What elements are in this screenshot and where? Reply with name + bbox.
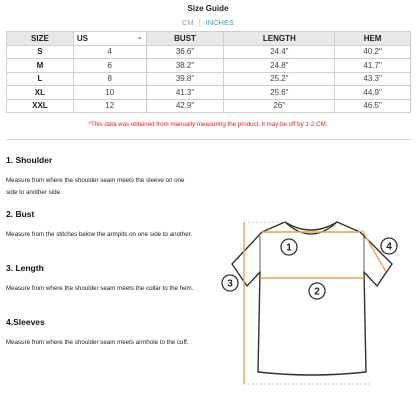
table-row: [7, 45, 411, 59]
table-row: [7, 99, 411, 113]
shoulder-description: Measure from where the shoulder seam meets the sleeve on one side to another side.: [6, 177, 185, 196]
unit-cm-button[interactable]: CM: [182, 18, 194, 27]
hem-cell: 46.5": [335, 99, 411, 113]
table-row: [7, 86, 411, 100]
length-cell: 26": [224, 99, 335, 113]
table-row: [7, 59, 411, 73]
us-cell: 6: [73, 59, 146, 73]
marker-4: [381, 238, 397, 254]
size-cell: L: [7, 72, 74, 86]
hem-cell: 40.2": [335, 45, 411, 59]
size-cell: XXL: [7, 99, 74, 113]
bust-description: Measure from the stitches below the armpits on one side to another.: [6, 231, 193, 238]
us-cell: 12: [73, 99, 146, 113]
marker-3-label: 3: [227, 278, 233, 290]
shoulder-heading: 1. Shoulder: [6, 155, 53, 165]
tshirt-measurement-diagram: [220, 216, 416, 388]
size-cell: M: [7, 59, 74, 73]
us-cell: 8: [73, 72, 146, 86]
size-cell: XL: [7, 86, 74, 100]
bust-cell: 42.9": [146, 99, 224, 113]
hem-column-header: HEM: [335, 32, 411, 46]
table-row: [7, 72, 411, 86]
bust-cell: 36.6": [146, 45, 224, 59]
unit-separator: |: [198, 18, 201, 27]
length-description: Measure from where the shoulder seam meets the collar to the hem.: [6, 285, 194, 292]
size-column-header: SIZE: [7, 32, 74, 46]
page-title: Size Guide: [187, 4, 229, 13]
marker-1: [281, 239, 297, 255]
unit-select[interactable]: [73, 32, 146, 46]
bust-column-header: BUST: [146, 32, 224, 46]
bust-heading: 2. Bust: [6, 209, 35, 219]
unit-select-value: US: [76, 33, 88, 43]
unit-inches-button[interactable]: INCHES: [205, 18, 234, 27]
section-divider: [6, 139, 411, 140]
hem-cell: 43.3": [335, 72, 411, 86]
length-heading: 3. Length: [6, 263, 44, 273]
unit-toggle: [0, 18, 416, 27]
sleeves-description: Measure from where the shoulder seam meets armhole to the cuff.: [6, 339, 189, 346]
us-cell: 10: [73, 86, 146, 100]
length-cell: 25.2": [224, 72, 335, 86]
chevron-down-icon: ⌄: [136, 34, 143, 41]
marker-2-label: 2: [314, 286, 320, 298]
us-cell: 4: [73, 45, 146, 59]
size-cell: S: [7, 45, 74, 59]
marker-4-label: 4: [386, 241, 392, 253]
size-table-header-row: [7, 32, 411, 46]
bust-cell: 39.8": [146, 72, 224, 86]
tshirt-outline: [232, 222, 392, 375]
marker-3: [222, 275, 238, 291]
hem-cell: 41.7": [335, 59, 411, 73]
hem-cell: 44.9": [335, 86, 411, 100]
bust-cell: 41.3": [146, 86, 224, 100]
size-table: [6, 31, 411, 113]
length-cell: 24.4": [224, 45, 335, 59]
sleeves-heading: 4.Sleeves: [6, 317, 45, 327]
marker-2: [309, 283, 325, 299]
marker-1-label: 1: [286, 242, 292, 254]
length-column-header: LENGTH: [224, 32, 335, 46]
bust-cell: 38.2": [146, 59, 224, 73]
measurement-disclaimer: *This data was obtained from manually measuring the product, it may be off by 1-2 CM.: [88, 121, 328, 128]
length-cell: 25.6": [224, 86, 335, 100]
length-cell: 24.8": [224, 59, 335, 73]
